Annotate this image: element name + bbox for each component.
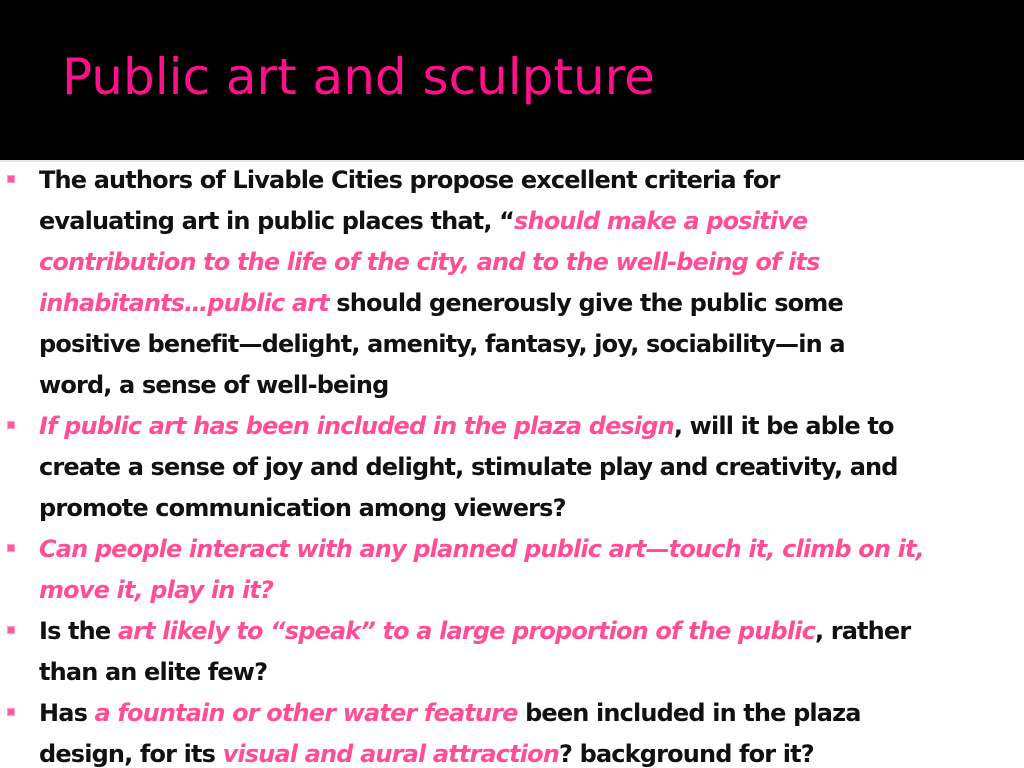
bullet-line bbox=[39, 611, 1024, 652]
bullet-item bbox=[0, 529, 1024, 611]
body-text: positive benefit—delight, amenity, fantasy, joy, sociability—in a bbox=[39, 330, 845, 358]
body-text: design, for its bbox=[39, 740, 223, 768]
bullet-line bbox=[39, 447, 1024, 488]
emphasized-text: should make a positive bbox=[514, 207, 808, 235]
bullet-item bbox=[0, 160, 1024, 406]
bullet-item bbox=[0, 406, 1024, 529]
body-text: Has bbox=[39, 699, 95, 727]
body-text: evaluating art in public places that, “ bbox=[39, 207, 515, 235]
body-text: ? background for it? bbox=[559, 740, 814, 768]
bullet-line bbox=[39, 529, 1024, 570]
emphasized-text: If public art has been included in the plaza design bbox=[39, 412, 674, 440]
bullet-list bbox=[0, 160, 1024, 768]
emphasized-text: contribution to the life of the city, and to the well-being of its bbox=[39, 248, 820, 276]
emphasized-text: a fountain or other water feature bbox=[94, 699, 518, 727]
body-text: than an elite few? bbox=[39, 658, 268, 686]
emphasized-text: move it, play in it? bbox=[39, 576, 274, 604]
bullet-line bbox=[39, 160, 1024, 201]
body-text: The authors of Livable Cities propose excellent criteria for bbox=[39, 166, 780, 194]
bullet-line bbox=[39, 652, 1024, 693]
emphasized-text: Can people interact with any planned public art—touch it, climb on it, bbox=[39, 535, 924, 563]
bullet-line bbox=[39, 693, 1024, 734]
title-band bbox=[0, 0, 1024, 162]
bullet-item bbox=[0, 693, 1024, 768]
bullet-line bbox=[39, 365, 1024, 406]
emphasized-text: inhabitants…public art bbox=[39, 289, 329, 317]
bullet-line bbox=[39, 242, 1024, 283]
bullet-line bbox=[39, 324, 1024, 365]
body-text: , rather bbox=[814, 617, 911, 645]
body-text: word, a sense of well-being bbox=[39, 371, 389, 399]
emphasized-text: visual and aural attraction bbox=[222, 740, 560, 768]
bullet-line bbox=[39, 488, 1024, 529]
emphasized-text: art likely to “speak” to a large proportion of the public bbox=[117, 617, 815, 645]
slide-title: Public art and sculpture bbox=[62, 48, 655, 106]
body-text: promote communication among viewers? bbox=[39, 494, 566, 522]
body-text: create a sense of joy and delight, stimulate play and creativity, and bbox=[39, 453, 898, 481]
bullet-square-icon bbox=[7, 175, 15, 183]
body-text: should generously give the public some bbox=[328, 289, 843, 317]
body-text: , will it be able to bbox=[673, 412, 894, 440]
bullet-line bbox=[39, 734, 1024, 768]
bullet-line bbox=[39, 406, 1024, 447]
body-text: been included in the plaza bbox=[517, 699, 861, 727]
bullet-square-icon bbox=[7, 626, 15, 634]
bullet-line bbox=[39, 283, 1024, 324]
bullet-line bbox=[39, 570, 1024, 611]
bullet-square-icon bbox=[7, 421, 15, 429]
body-text: Is the bbox=[39, 617, 118, 645]
bullet-item bbox=[0, 611, 1024, 693]
bullet-square-icon bbox=[7, 544, 15, 552]
bullet-square-icon bbox=[7, 708, 15, 716]
bullet-line bbox=[39, 201, 1024, 242]
